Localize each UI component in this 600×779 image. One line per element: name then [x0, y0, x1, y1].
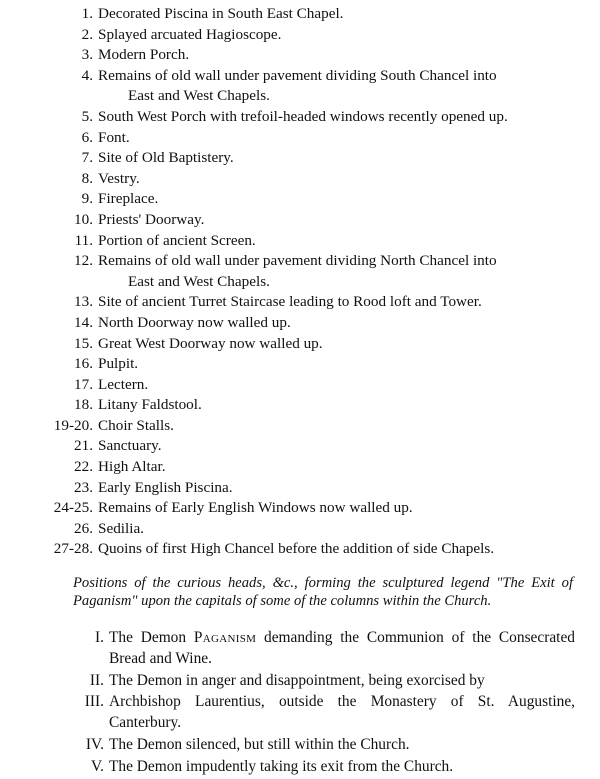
item-text — [98, 128, 570, 149]
legend-position-text — [109, 757, 575, 778]
item-text-line: Quoins of first High Chancel before the addition of side Chapels. — [98, 540, 495, 558]
list-item — [0, 498, 600, 519]
text-segment: The Demon in anger and disappointment, being exorcised by — [109, 671, 485, 689]
item-text — [98, 354, 570, 375]
item-text — [98, 148, 570, 169]
list-item — [0, 292, 600, 313]
list-item — [0, 313, 600, 334]
item-text — [98, 313, 570, 334]
list-item — [0, 354, 600, 375]
item-text — [98, 231, 570, 252]
item-number: 2. — [81, 25, 93, 43]
text-segment: demanding the Communion of the Consecrated Bread and Wine. — [109, 629, 575, 667]
item-text-line: Great West Doorway now walled up. — [98, 334, 323, 352]
item-text — [98, 251, 570, 292]
item-text-line: North Doorway now walled up. — [98, 313, 291, 331]
item-number: 21. — [74, 437, 93, 455]
list-item — [0, 128, 600, 149]
legend-position-item — [0, 692, 600, 734]
legend-position-item — [0, 757, 600, 778]
list-item — [0, 436, 600, 457]
item-text-line: Litany Faldstool. — [98, 396, 202, 414]
item-number: 16. — [74, 355, 93, 373]
list-item — [0, 189, 600, 210]
text-segment: The Demon silenced, but still within the Church. — [109, 735, 410, 753]
list-item — [0, 375, 600, 396]
item-number: 24-25. — [53, 499, 93, 517]
item-text — [98, 478, 570, 499]
item-text-line: Priests' Doorway. — [98, 210, 205, 228]
item-text-line: Early English Piscina. — [98, 478, 233, 496]
item-text-line: Sedilia. — [98, 519, 144, 537]
item-text — [98, 498, 570, 519]
roman-numeral: V. — [91, 757, 104, 775]
item-text — [98, 334, 570, 355]
item-text-continuation: East and West Chapels. — [128, 272, 270, 290]
item-text — [98, 189, 570, 210]
item-number: 15. — [74, 334, 93, 352]
item-number: 10. — [74, 210, 93, 228]
item-text-line: Choir Stalls. — [98, 416, 174, 434]
small-caps-term: Paganism — [193, 629, 257, 646]
item-text-line: High Altar. — [98, 458, 166, 476]
item-number: 19-20. — [53, 416, 93, 434]
item-number: 7. — [81, 149, 93, 167]
item-text — [98, 416, 570, 437]
item-number: 12. — [74, 252, 93, 270]
legend-position-text — [109, 735, 575, 756]
list-item — [0, 45, 600, 66]
item-text-line: Font. — [98, 128, 130, 146]
legend-heading: Positions of the curious heads, &c., forming the sculptured legend "The Exit of Paganism" upon the capitals of some of the columns within the Church. — [73, 575, 573, 609]
item-text-continuation: East and West Chapels. — [128, 87, 270, 105]
item-text-line: Site of ancient Turret Staircase leading to Rood loft and Tower. — [98, 293, 482, 311]
list-item — [0, 210, 600, 231]
legend-position-item — [0, 735, 600, 756]
item-text-line: Vestry. — [98, 169, 140, 187]
roman-numeral: II. — [89, 671, 104, 689]
item-text-line: Fireplace. — [98, 190, 159, 208]
item-text — [98, 395, 570, 416]
item-text — [98, 45, 570, 66]
list-item — [0, 457, 600, 478]
plan-key-list — [0, 4, 600, 560]
item-text-line: Remains of old wall under pavement dividing South Chancel into — [98, 66, 497, 84]
list-item — [0, 539, 600, 560]
item-text — [98, 107, 570, 128]
item-text — [98, 210, 570, 231]
list-item — [0, 478, 600, 499]
legend-position-text — [109, 671, 575, 692]
list-item — [0, 519, 600, 540]
list-item — [0, 66, 600, 107]
item-text-line: Site of Old Baptistery. — [98, 149, 234, 167]
list-item — [0, 251, 600, 292]
item-text — [98, 169, 570, 190]
item-number: 1. — [81, 5, 93, 22]
roman-numeral: III. — [84, 693, 104, 711]
list-item — [0, 169, 600, 190]
text-segment: The Demon — [109, 629, 194, 646]
roman-numeral: IV. — [85, 735, 104, 753]
legend-position-item — [0, 671, 600, 692]
item-text-line: Sanctuary. — [98, 437, 162, 455]
item-number: 26. — [74, 519, 93, 537]
item-number: 18. — [74, 396, 93, 414]
item-number: 8. — [81, 169, 93, 187]
item-text-line: Decorated Piscina in South East Chapel. — [98, 5, 344, 22]
item-number: 22. — [74, 458, 93, 476]
item-number: 17. — [74, 375, 93, 393]
item-text — [98, 66, 570, 107]
item-number: 27-28. — [53, 540, 93, 558]
item-number: 3. — [81, 46, 93, 64]
item-text-line: Splayed arcuated Hagioscope. — [98, 25, 282, 43]
list-item — [0, 231, 600, 252]
list-item — [0, 4, 600, 25]
item-number: 13. — [74, 293, 93, 311]
item-number: 5. — [81, 107, 93, 125]
item-text-line: Pulpit. — [98, 355, 139, 373]
legend-positions-list — [0, 628, 600, 779]
item-text — [98, 375, 570, 396]
item-text-line: Portion of ancient Screen. — [98, 231, 256, 249]
item-text-line: Lectern. — [98, 375, 149, 393]
legend-position-text — [109, 628, 575, 670]
text-segment: The Demon impudently taking its exit from the Church. — [109, 757, 454, 775]
legend-position-text — [109, 692, 575, 734]
item-number: 14. — [74, 313, 93, 331]
legend-position-item — [0, 628, 600, 670]
item-text — [98, 4, 570, 25]
item-number: 9. — [81, 190, 93, 208]
item-text — [98, 436, 570, 457]
list-item — [0, 107, 600, 128]
item-text — [98, 539, 570, 560]
list-item — [0, 148, 600, 169]
list-item — [0, 334, 600, 355]
list-item — [0, 25, 600, 46]
item-text-line: Remains of Early English Windows now walled up. — [98, 499, 413, 517]
item-number: 4. — [81, 66, 93, 84]
item-text — [98, 519, 570, 540]
roman-numeral: I. — [95, 629, 104, 646]
item-text-line: Modern Porch. — [98, 46, 190, 64]
item-text — [98, 457, 570, 478]
item-number: 11. — [74, 231, 93, 249]
item-text-line: Remains of old wall under pavement dividing North Chancel into — [98, 252, 497, 270]
item-number: 6. — [81, 128, 93, 146]
text-segment: Archbishop Laurentius, outside the Monastery of St. Augustine, Canterbury. — [109, 693, 575, 732]
item-text — [98, 25, 570, 46]
list-item — [0, 395, 600, 416]
item-number: 23. — [74, 478, 93, 496]
item-text-line: South West Porch with trefoil-headed windows recently opened up. — [98, 107, 508, 125]
item-text — [98, 292, 570, 313]
list-item — [0, 416, 600, 437]
